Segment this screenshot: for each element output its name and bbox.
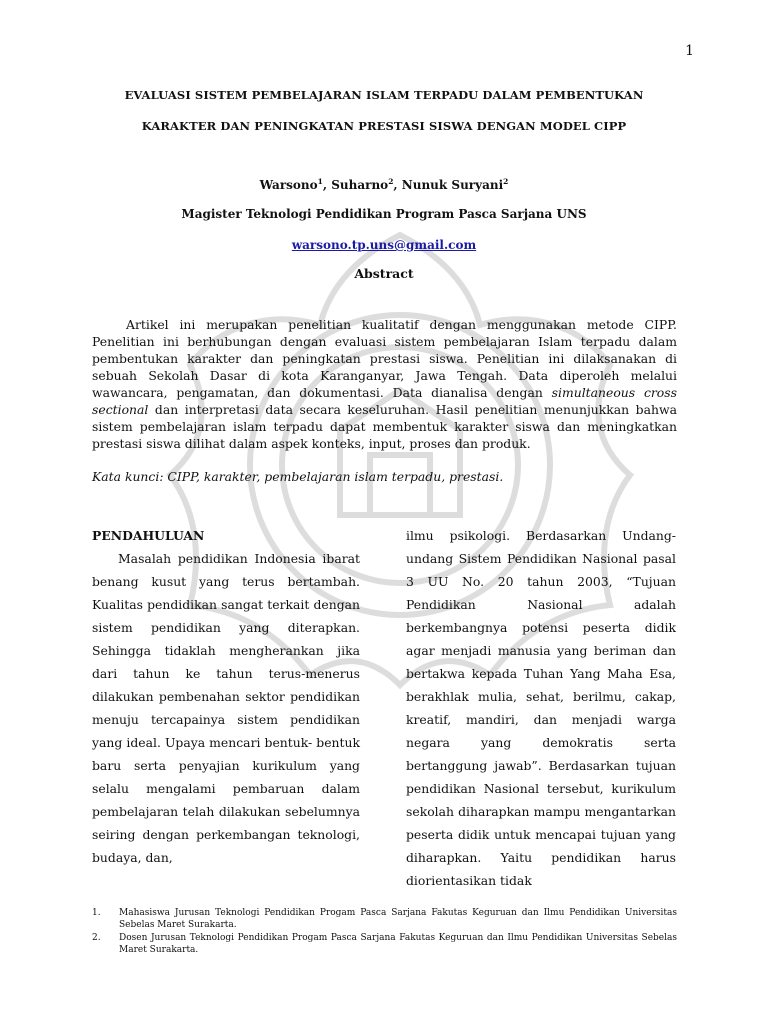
keywords: Kata kunci: CIPP, karakter, pembelajaran islam terpadu, prestasi. bbox=[92, 469, 504, 484]
author-name: Suharno bbox=[331, 178, 389, 192]
section-heading: PENDAHULUAN bbox=[92, 528, 205, 543]
abstract-text-part-1: Artikel ini merupakan penelitian kualitatif dengan menggunakan metode CIPP. Penelitian ini berhubungan dengan evaluasi sistem pembelajaran Islam terpadu dalam pembentukan karakter dan peningkatan prestasi siswa. Penelitian ini dilaksanakan di sebuah Sekolah Dasar di kota Karanganyar, Jawa Tengah. Data diperoleh melalui wawancara, pengamatan, dan dokumentasi. Data dianalisa dengan bbox=[92, 317, 677, 400]
footnotes bbox=[92, 907, 677, 957]
author-list bbox=[0, 177, 768, 192]
body-paragraph: Masalah pendidikan Indonesia ibarat benang kusut yang terus bertambah. Kualitas pendidikan sangat terkait dengan sistem pendidikan yang diterapkan. Sehingga tidaklah mengherankan jika dari tahun ke tahun terus-menerus dilakukan pembenahan sektor pendidikan menuju tercapainya sistem pendidikan yang ideal. Upaya mencari bentuk- bentuk baru serta penyajian kurikulum yang selalu mengalami pembaruan dalam pembelajaran telah dilakukan sebelumnya seiring dengan perkembangan teknologi, budaya, dan, bbox=[92, 551, 360, 865]
body-column-left bbox=[92, 524, 360, 869]
author-separator: , bbox=[322, 178, 332, 192]
body-column-right bbox=[406, 524, 676, 892]
paper-title-line-2: KARAKTER DAN PENINGKATAN PRESTASI SISWA DENGAN MODEL CIPP bbox=[141, 119, 627, 133]
footnote-number: 2. bbox=[92, 933, 101, 943]
footnote bbox=[92, 932, 677, 956]
author-affiliation-mark: 2 bbox=[503, 177, 509, 186]
abstract-italic-term: simultaneous cross sectional bbox=[92, 385, 677, 417]
author-affiliation: Magister Teknologi Pendidikan Program Pasca Sarjana UNS bbox=[181, 207, 587, 221]
page-number: 1 bbox=[685, 43, 694, 59]
author-name: Warsono bbox=[259, 178, 318, 192]
abstract-heading: Abstract bbox=[354, 266, 414, 281]
paper-title-line-1: EVALUASI SISTEM PEMBELAJARAN ISLAM TERPADU DALAM PEMBENTUKAN bbox=[124, 88, 644, 102]
footnote bbox=[92, 907, 677, 931]
footnote-text: Dosen Jurusan Teknologi Pendidikan Progam Pasca Sarjana Fakutas Keguruan dan Ilmu Pendidikan Universitas Sebelas Maret Surakarta. bbox=[119, 933, 677, 955]
author-affiliation-mark: 1 bbox=[317, 177, 323, 186]
footnote-number: 1. bbox=[92, 908, 101, 918]
author-name: Nunuk Suryani bbox=[401, 178, 504, 192]
author-affiliation-mark: 2 bbox=[388, 177, 394, 186]
abstract-text-part-2: dan interpretasi data secara keseluruhan. Hasil penelitian menunjukkan bahwa sistem pembelajaran islam terpadu dapat membentuk karakter siswa dan meningkatkan prestasi siswa dilihat dalam aspek konteks, input, proses dan produk. bbox=[92, 402, 677, 451]
body-paragraph: ilmu psikologi. Berdasarkan Undang-undang Sistem Pendidikan Nasional pasal 3 UU No. 20 tahun 2003, “Tujuan Pendidikan Nasional adalah berkembangnya potensi peserta didik agar menjadi manusia yang beriman dan bertakwa kepada Tuhan Yang Maha Esa, berakhlak mulia, sehat, berilmu, cakap, kreatif, mandiri, dan menjadi warga negara yang demokratis serta bertanggung jawab”. Berdasarkan tujuan pendidikan Nasional tersebut, kurikulum sekolah diharapkan mampu mengantarkan peserta didik untuk mencapai tujuan yang diharapkan. Yaitu pendidikan harus diorientasikan tidak bbox=[406, 528, 676, 888]
footnote-text: Mahasiswa Jurusan Teknologi Pendidikan Progam Pasca Sarjana Fakutas Keguruan dan Ilmu Pendidikan Universitas Sebelas Maret Surakarta. bbox=[119, 908, 677, 930]
author-separator: , bbox=[393, 178, 402, 192]
abstract-text bbox=[92, 316, 677, 452]
author-email-link[interactable]: warsono.tp.uns@gmail.com bbox=[291, 238, 477, 252]
